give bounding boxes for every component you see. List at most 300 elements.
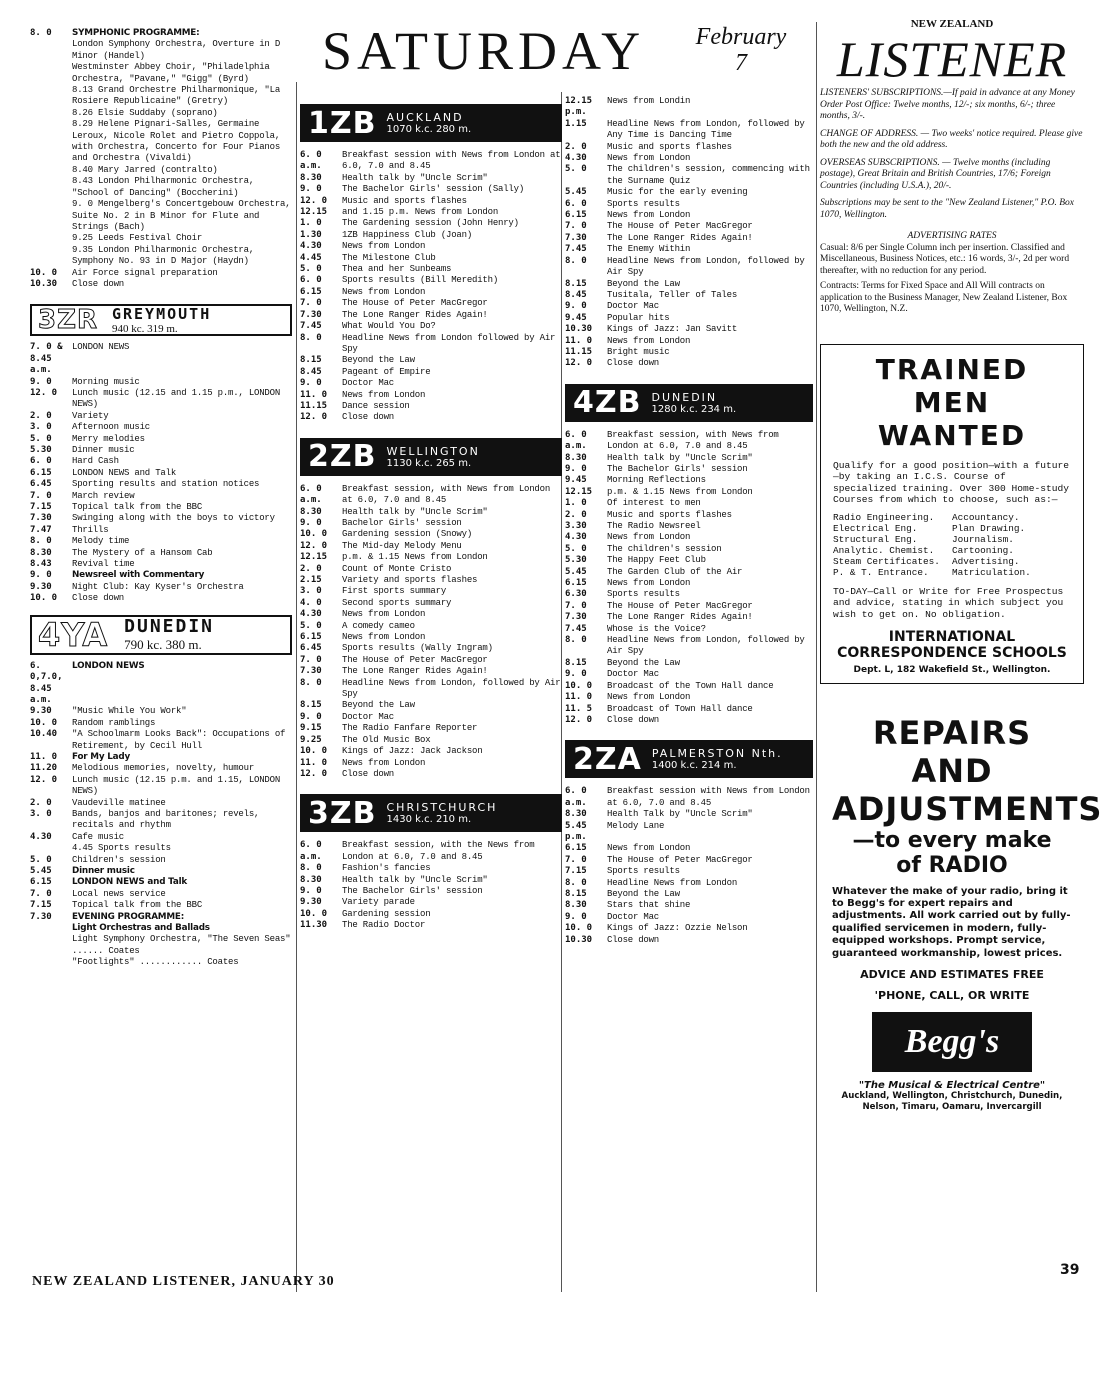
day-heading: SATURDAY	[322, 21, 646, 81]
programme-title: News from London	[342, 757, 426, 768]
programme-time: 2. 0	[565, 141, 587, 152]
programme-title: The Mystery of a Hansom Cab	[72, 547, 213, 558]
programme-time: 7.47	[30, 524, 52, 535]
programme-time: 8. 0	[565, 635, 587, 646]
programme-row	[30, 548, 292, 559]
programme-time: 7. 0	[30, 888, 52, 899]
programme-row	[565, 301, 813, 312]
programme-time: 4.30	[565, 153, 587, 164]
programme-time: 4.30	[565, 532, 587, 543]
column-rule	[296, 82, 297, 1292]
programme-row	[565, 187, 813, 198]
programme-row	[30, 28, 292, 39]
programme-row	[565, 843, 813, 854]
programme-time	[30, 233, 72, 244]
programme-title: The House of Peter MacGregor	[607, 600, 753, 611]
programme-title: LONDON NEWS and Talk	[72, 877, 188, 888]
programme-row	[300, 507, 562, 518]
programme-title: EVENING PROGRAMME:	[72, 911, 185, 922]
programme-title: Beyond the Law	[342, 700, 415, 711]
programme-list	[300, 840, 562, 931]
programme-time: 3. 0	[30, 808, 52, 819]
programme-time: 9.15	[300, 723, 322, 734]
programme-row	[30, 411, 292, 422]
date-heading	[682, 24, 800, 76]
programme-time: 9.30	[300, 897, 322, 908]
programme-time: 10. 0	[30, 267, 58, 278]
programme-row	[565, 704, 813, 715]
programme-row	[300, 886, 562, 897]
programme-list	[300, 150, 562, 424]
programme-time: 6.45	[30, 479, 52, 490]
programme-time: 9. 0	[565, 301, 587, 312]
programme-time: 8.43	[30, 559, 52, 570]
station-banner-1zb	[300, 104, 562, 142]
programme-title: Health talk by "Uncle Scrim"	[342, 506, 488, 517]
programme-title: Count of Monte Cristo	[342, 563, 452, 574]
programme-row	[300, 150, 562, 173]
programme-row	[565, 912, 813, 923]
programme-time	[30, 843, 72, 854]
programme-time: 5. 0	[565, 543, 587, 554]
column-3	[565, 96, 813, 946]
programme-row	[565, 855, 813, 866]
programme-title: Doctor Mac	[342, 378, 395, 389]
programme-title: Night Club: Kay Kyser's Orchestra	[72, 581, 244, 592]
course-list	[833, 512, 1071, 578]
programme-row	[565, 475, 813, 486]
programme-time: 6. 0 a.m.	[300, 150, 322, 172]
programme-title: Broadcast of the Town Hall dance	[607, 680, 774, 691]
change-address-text: CHANGE OF ADDRESS. — Two weeks' notice required. Please give both the new and the old address.	[820, 128, 1083, 150]
school-name: CORRESPONDENCE SCHOOLS	[837, 644, 1067, 661]
programme-title: 1ZB Happiness Club (Joan)	[342, 229, 473, 240]
programme-title: Headline News from London followed by Air Spy	[342, 332, 556, 354]
programme-time: 12. 0	[30, 387, 58, 398]
programme-title: Light Orchestras and Ballads	[72, 923, 210, 934]
programme-time: 6.15	[300, 286, 322, 297]
programme-title: Vaudeville matinee	[72, 797, 166, 808]
programme-row	[30, 855, 292, 866]
programme-row	[300, 632, 562, 643]
programme-row	[30, 479, 292, 490]
programme-time: 10.30	[565, 934, 593, 945]
programme-time: 8.30	[30, 547, 52, 558]
programme-row	[30, 39, 292, 62]
programme-row	[30, 957, 292, 968]
station-city: PALMERSTON Nth.	[651, 747, 783, 761]
programme-time: 7. 0	[565, 221, 587, 232]
programme-title: 9.25 Leeds Festival Choir	[72, 233, 203, 244]
programme-title: The Garden Club of the Air	[607, 566, 743, 577]
programme-row	[30, 245, 292, 268]
programme-title: News from London	[607, 843, 691, 854]
station-frequency: 1400 k.c. 214 m.	[651, 760, 737, 772]
programme-title: Sports results	[607, 198, 680, 209]
programme-time: 4.30	[300, 609, 322, 620]
programme-time: 2. 0	[30, 410, 52, 421]
programme-time: 8.30	[300, 506, 322, 517]
programme-row	[300, 264, 562, 275]
programme-row	[300, 758, 562, 769]
programme-row	[300, 518, 562, 529]
programme-title: Light Symphony Orchestra, "The Seven Seas" ...... Coates	[72, 934, 291, 956]
programme-title: Hard Cash	[72, 456, 119, 467]
programme-row	[300, 241, 562, 252]
programme-title: Dinner music	[72, 866, 135, 876]
ad-title: ADJUSTMENTS	[832, 789, 1103, 828]
ad-body: Qualify for a good position—with a future—by taking an I.C.S. Course of specialized training. Over 300 Home-study Courses from which to choose, such as:—	[833, 459, 1070, 506]
programme-title: News from London	[607, 692, 691, 703]
programme-time: 2. 0	[565, 509, 587, 520]
programme-title: Close down	[607, 358, 660, 369]
programme-time: 12. 0	[565, 358, 593, 369]
programme-title: Fashion's fancies	[342, 863, 431, 874]
programme-title: Lunch music (12.15 and 1.15 p.m., LONDON NEWS)	[72, 387, 281, 410]
programme-row	[300, 184, 562, 195]
programme-list	[565, 430, 813, 727]
course-item: Journalism.	[952, 533, 1014, 545]
station-banner-2zb	[300, 438, 562, 476]
programme-time: 11. 0	[300, 389, 328, 400]
programme-title: Westminster Abbey Choir, "Philadelphia Orchestra, "Pavane," "Gigg" (Byrd)	[72, 62, 270, 84]
programme-title: Dance session	[342, 400, 410, 411]
programme-title: 9. 0 Mengelberg's Concertgebouw Orchestra, Suite No. 2 in B Minor for Flute and Strings (Bach)	[72, 199, 291, 232]
programme-row	[300, 875, 562, 886]
programme-row	[565, 521, 813, 532]
programme-time: 9. 0	[565, 669, 587, 680]
programme-title: News from London	[607, 335, 691, 346]
programme-time	[30, 934, 72, 957]
station-banner-4zb	[565, 384, 813, 422]
overseas-text: OVERSEAS SUBSCRIPTIONS. — Twelve months (including postage), Great Britain and British Countries, 17/6; Foreign Countries (including U.S.A.), 20/-.	[820, 157, 1051, 191]
programme-row	[30, 593, 292, 604]
programme-time: 2. 0	[30, 797, 52, 808]
programme-time: 11. 5	[565, 703, 593, 714]
programme-title: The House of Peter MacGregor	[342, 654, 488, 665]
programme-time	[30, 176, 72, 199]
programme-title: Music for the early evening	[607, 187, 748, 198]
programme-time: 7.30	[300, 666, 322, 677]
programme-time: 11. 0	[565, 335, 593, 346]
programme-time: 7. 0	[565, 600, 587, 611]
programme-time: 1.30	[300, 229, 322, 240]
programme-title: 8.26 Elsie Suddaby (soprano)	[72, 107, 218, 118]
programme-row	[300, 173, 562, 184]
programme-row	[30, 934, 292, 957]
programme-title: Variety and sports flashes	[342, 575, 478, 585]
programme-title: p.m. & 1.15 News from London	[607, 486, 753, 497]
programme-title: Morning music	[72, 376, 140, 387]
programme-title: Music and sports flashes	[342, 195, 467, 206]
programme-title: Morning Reflections	[607, 475, 706, 486]
programme-time: 6. 0	[565, 198, 587, 209]
programme-row	[30, 832, 292, 843]
programme-title: Health Talk by "Uncle Scrim"	[607, 809, 753, 820]
programme-title: Breakfast session, with the News from London at 6.0, 7.0 and 8.45	[342, 840, 535, 862]
programme-row	[565, 923, 813, 934]
programme-time: 9. 0	[30, 570, 52, 581]
station-frequency: 940 kc. 319 m.	[111, 323, 178, 336]
station-banner-3zr	[30, 304, 292, 336]
programme-time: 9. 0	[565, 463, 587, 474]
programme-time: 8. 0	[300, 332, 322, 343]
programme-title: The Enemy Within	[607, 244, 691, 255]
programme-time: 10.40	[30, 729, 58, 740]
programme-title: Kings of Jazz: Ozzie Nelson	[607, 923, 748, 934]
programme-title: The Bachelor Girls' session	[342, 885, 483, 896]
programme-row	[30, 165, 292, 176]
programme-row	[30, 108, 292, 119]
programme-title: News from London	[342, 609, 426, 620]
programme-time: 4. 0	[300, 597, 322, 608]
programme-title: News from Londin	[607, 96, 691, 106]
programme-list	[300, 484, 562, 781]
programme-row	[300, 666, 562, 677]
programme-row	[565, 498, 813, 509]
station-logo: 3ZR	[38, 305, 98, 336]
course-item: P. & T. Entrance.	[833, 566, 929, 578]
programme-title: The Old Music Box	[342, 734, 431, 745]
programme-time: 6.15	[565, 578, 587, 589]
programme-row	[300, 412, 562, 423]
programme-title: Sports results (Wally Ingram)	[342, 643, 493, 654]
course-item: Analytic. Chemist.	[833, 544, 935, 556]
programme-list	[30, 28, 292, 290]
programme-time: 7.45	[565, 244, 587, 255]
programme-time: 9. 0	[565, 911, 587, 922]
programme-title: Breakfast session with News from London at 6.0, 7.0 and 8.45	[607, 786, 810, 808]
programme-title: First sports summary	[342, 586, 447, 597]
programme-title: Cafe music	[72, 831, 125, 842]
programme-row	[300, 920, 562, 931]
programme-row	[30, 176, 292, 199]
programme-time: 5.30	[30, 445, 52, 455]
programme-time: 9. 0	[300, 378, 322, 389]
programme-title: News from London	[607, 532, 691, 543]
programme-title: Beyond the Law	[607, 888, 680, 899]
programme-time: 4.30	[300, 241, 322, 252]
programme-time: 11. 0	[300, 757, 328, 768]
programme-row	[300, 700, 562, 711]
programme-row	[565, 358, 813, 369]
programme-time: 11. 0	[565, 692, 593, 703]
programme-time	[30, 62, 72, 85]
programme-row	[300, 564, 562, 575]
programme-time: 12. 0	[565, 714, 593, 725]
programme-time: 8. 0	[30, 28, 52, 38]
programme-time: 7.15	[565, 866, 587, 877]
course-item: Cartooning.	[952, 544, 1014, 556]
programme-row	[565, 142, 813, 153]
programme-row	[300, 253, 562, 264]
programme-time: 8.30	[565, 452, 587, 463]
programme-time: 10. 0	[565, 923, 593, 934]
programme-title: Health talk by "Uncle Scrim"	[342, 172, 488, 183]
programme-row	[30, 843, 292, 854]
programme-row	[565, 578, 813, 589]
programme-row	[300, 723, 562, 734]
programme-title: Beyond the Law	[607, 657, 680, 668]
programme-row	[565, 290, 813, 301]
programme-title: LONDON NEWS	[72, 660, 145, 671]
course-item: Radio Engineering.	[833, 511, 935, 523]
programme-time: 7. 0	[300, 654, 322, 665]
course-item: Accountancy.	[952, 511, 1020, 523]
programme-title: 8.40 Mary Jarred (contralto)	[72, 164, 218, 175]
programme-row	[300, 378, 562, 389]
programme-row	[300, 333, 562, 356]
programme-row	[565, 119, 813, 142]
month-label: February	[695, 24, 787, 50]
programme-time: 6. 0,7.0, 8.45 a.m.	[30, 660, 63, 705]
programme-title: Melody Lane	[607, 820, 665, 831]
programme-time: 8. 0	[565, 255, 587, 266]
programme-time: 3.30	[565, 521, 587, 531]
programme-time: 5. 0	[300, 620, 322, 631]
programme-row	[565, 635, 813, 658]
programme-row	[565, 866, 813, 877]
programme-row	[30, 491, 292, 502]
programme-time: 2.15	[300, 575, 322, 585]
programme-row	[565, 786, 813, 809]
programme-row	[565, 153, 813, 164]
programme-title: For My Lady	[72, 751, 131, 762]
programme-row	[30, 199, 292, 233]
programme-time: 5.45	[30, 866, 52, 876]
column-2	[300, 98, 562, 932]
programme-title: The children's session	[607, 543, 722, 554]
programme-title: Whose is the Voice?	[607, 623, 706, 634]
programme-title: Bright music	[607, 346, 670, 357]
station-frequency: 1070 k.c. 280 m.	[386, 124, 472, 135]
programme-row	[300, 298, 562, 309]
station-banner-4ya	[30, 615, 292, 655]
programme-time: 7. 0	[300, 298, 322, 309]
programme-row	[30, 513, 292, 524]
programme-time: 6. 0	[300, 275, 322, 286]
programme-time: 6. 0 a.m.	[565, 429, 587, 452]
programme-time: 12.15	[300, 552, 328, 563]
station-logo: 1ZB	[308, 105, 377, 141]
programme-row	[565, 164, 813, 187]
programme-title: SYMPHONIC PROGRAMME:	[72, 28, 200, 38]
programme-title: The House of Peter MacGregor	[342, 298, 488, 309]
programme-title: Thea and her Sunbeams	[342, 264, 452, 275]
programme-time: 9.45	[565, 312, 587, 323]
programme-time: 6.15	[30, 467, 52, 478]
programme-time: 5. 0	[30, 854, 52, 865]
programme-row	[565, 935, 813, 946]
column-rule	[816, 22, 817, 1292]
programme-row	[300, 575, 562, 586]
programme-title: Variety parade	[342, 897, 415, 908]
programme-row	[565, 715, 813, 726]
programme-title: Doctor Mac	[607, 911, 660, 922]
programme-title: The Radio Doctor	[342, 920, 426, 931]
programme-title: The Mid-day Melody Menu	[342, 540, 462, 551]
programme-row	[30, 468, 292, 479]
casual-text: Casual: 8/6 per Single Column inch per insertion. Classified and Miscellaneous, Business Notices, etc.: 16 words, 3/-, 2d per word thereafter, with no reduction for any period.	[820, 242, 1070, 276]
programme-time: 11.15	[300, 400, 328, 411]
programme-title: The House of Peter MacGregor	[607, 221, 753, 232]
beggs-advert	[820, 706, 1103, 1121]
programme-title: Melodious memories, novelty, humour	[72, 763, 255, 774]
programme-row	[565, 464, 813, 475]
programme-time: 7.45	[565, 623, 587, 634]
programme-time	[30, 199, 72, 233]
programme-time: 7.30	[30, 911, 52, 922]
programme-row	[30, 62, 292, 85]
programme-row	[30, 889, 292, 900]
programme-row	[30, 729, 292, 752]
programme-row	[30, 559, 292, 570]
programme-time: 9. 0	[300, 184, 322, 195]
programme-row	[300, 207, 562, 218]
programme-time: 1.15	[565, 118, 587, 129]
programme-row	[565, 210, 813, 221]
programme-row	[300, 643, 562, 654]
programme-time: 10. 0	[565, 680, 593, 691]
course-item: Advertising.	[952, 555, 1020, 567]
programme-row	[565, 510, 813, 521]
programme-row	[300, 746, 562, 757]
programme-time: 9. 0	[300, 517, 322, 528]
programme-time: 8.30	[300, 172, 322, 183]
programme-title: News from London	[342, 389, 426, 400]
programme-title: Breakfast session with News from London at 6.0, 7.0 and 8.45	[342, 150, 561, 172]
programme-title: News from London	[607, 210, 691, 221]
programme-time: 10. 0	[30, 717, 58, 728]
programme-title: Pageant of Empire	[342, 366, 431, 377]
programme-title: The Lone Ranger Rides Again!	[607, 612, 753, 623]
programme-time: 6.15	[565, 843, 587, 854]
ad-subtitle: of RADIO	[896, 852, 1008, 878]
programme-row	[565, 256, 813, 279]
programme-row	[30, 752, 292, 763]
programme-time: 8. 0	[300, 863, 322, 874]
programme-row	[565, 199, 813, 210]
programme-row	[30, 388, 292, 411]
programme-row	[565, 669, 813, 680]
programme-time	[30, 108, 72, 119]
programme-title: News from London	[607, 153, 691, 164]
programme-title: Second sports summary	[342, 597, 452, 608]
programme-row	[565, 336, 813, 347]
programme-title: Broadcast of Town Hall dance	[607, 703, 753, 714]
programme-time: 12. 0	[300, 195, 328, 206]
programme-title: Close down	[342, 768, 395, 779]
programme-title: The Milestone Club	[342, 252, 436, 263]
programme-time: 8.15	[565, 888, 587, 899]
programme-time: 9.30	[30, 706, 52, 717]
programme-row	[565, 821, 813, 844]
programme-title: Doctor Mac	[342, 711, 395, 722]
ad-title: TRAINED MEN	[875, 352, 1029, 419]
programme-row	[30, 233, 292, 244]
programme-title: Random ramblings	[72, 717, 156, 728]
programme-row	[565, 555, 813, 566]
beggs-logo: Begg's	[872, 1012, 1032, 1072]
programme-row	[565, 612, 813, 623]
programme-time: 9.25	[300, 734, 322, 745]
station-logo: 4ZB	[573, 385, 642, 421]
programme-row	[30, 570, 292, 581]
programme-time: 7.30	[30, 513, 52, 524]
programme-title: The Lone Ranger Rides Again!	[342, 309, 488, 320]
programme-title: Breakfast session, with News from London at 6.0, 7.0 and 8.45	[607, 429, 779, 452]
programme-row	[565, 889, 813, 900]
